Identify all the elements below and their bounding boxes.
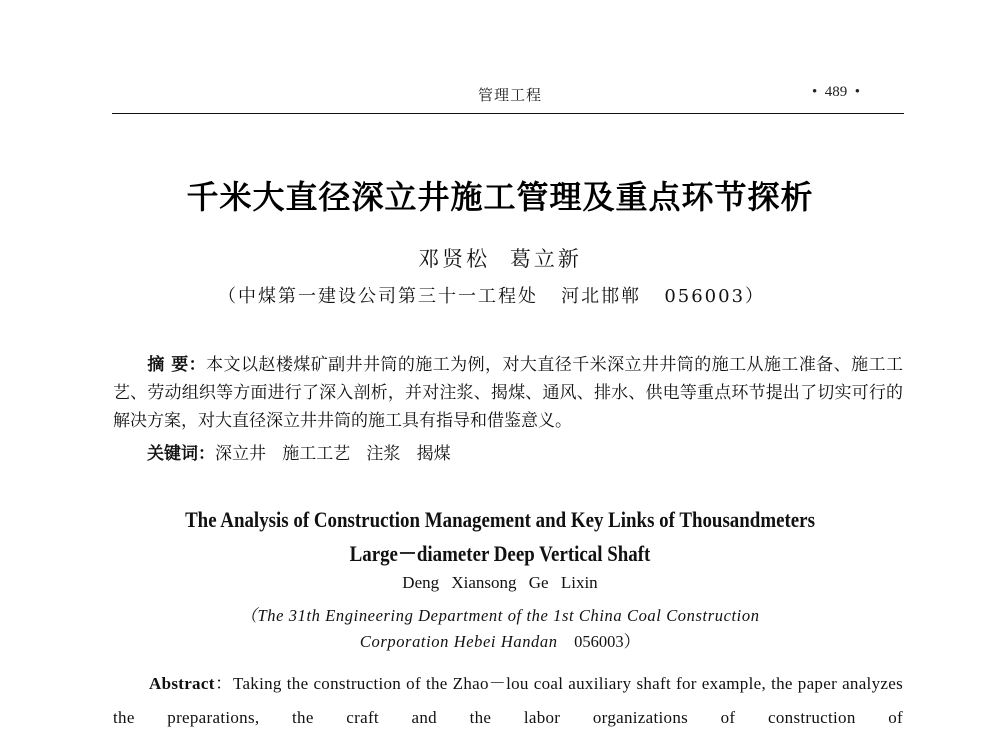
title-chinese: 千米大直径深立井施工管理及重点环节探析 bbox=[186, 178, 814, 216]
affiliation-english bbox=[0, 603, 1000, 655]
page-number: • 489 • bbox=[812, 84, 861, 100]
title-english-line-2: Large－diameter Deep Vertical Shaft bbox=[349, 541, 651, 566]
header-rule bbox=[112, 113, 904, 114]
title-english bbox=[70, 503, 930, 571]
abstract-sep-english: ： bbox=[214, 674, 233, 693]
keywords-label-chinese: 关键词： bbox=[147, 444, 215, 464]
authors-chinese: 邓贤松 葛立新 bbox=[418, 247, 582, 271]
abstract-chinese bbox=[113, 351, 903, 435]
affiliation-english-line-2: Corporation Hebei Handan bbox=[359, 632, 558, 651]
keywords-chinese bbox=[147, 439, 451, 464]
affiliation-chinese: （中煤第一建设公司第三十一工程处 河北邯郸 056003） bbox=[218, 286, 766, 307]
abstract-text-english: Taking the construction of the Zhao－lou coal auxiliary shaft for example, the paper analyzes the preparations, the craft and the labor organizations of construction of bbox=[113, 674, 903, 727]
abstract-label-english: Abstract bbox=[149, 674, 215, 693]
journal-section: 管理工程 bbox=[478, 86, 543, 104]
authors-english: Deng Xiansong Ge Lixin bbox=[402, 573, 598, 592]
affiliation-english-line-1: （The 31th Engineering Department of the 1st China Coal Construction bbox=[240, 606, 760, 625]
affiliation-english-zip: 056003） bbox=[574, 632, 641, 651]
abstract-text-chinese: 本文以赵楼煤矿副井井筒的施工为例，对大直径千米深立井井筒的施工从施工准备、施工工艺、劳动组织等方面进行了深入剖析，并对注浆、揭煤、通风、排水、供电等重点环节提出了切实可行的解决方案，对大直径深立井井筒的施工具有指导和借鉴意义。 bbox=[113, 355, 904, 431]
abstract-label-chinese: 摘 要： bbox=[147, 355, 207, 375]
title-english-line-1: The Analysis of Construction Management and Key Links of Thousandmeters bbox=[185, 507, 815, 532]
keywords-text-chinese: 深立井 施工工艺 注浆 揭煤 bbox=[215, 444, 451, 464]
abstract-english bbox=[113, 667, 903, 735]
